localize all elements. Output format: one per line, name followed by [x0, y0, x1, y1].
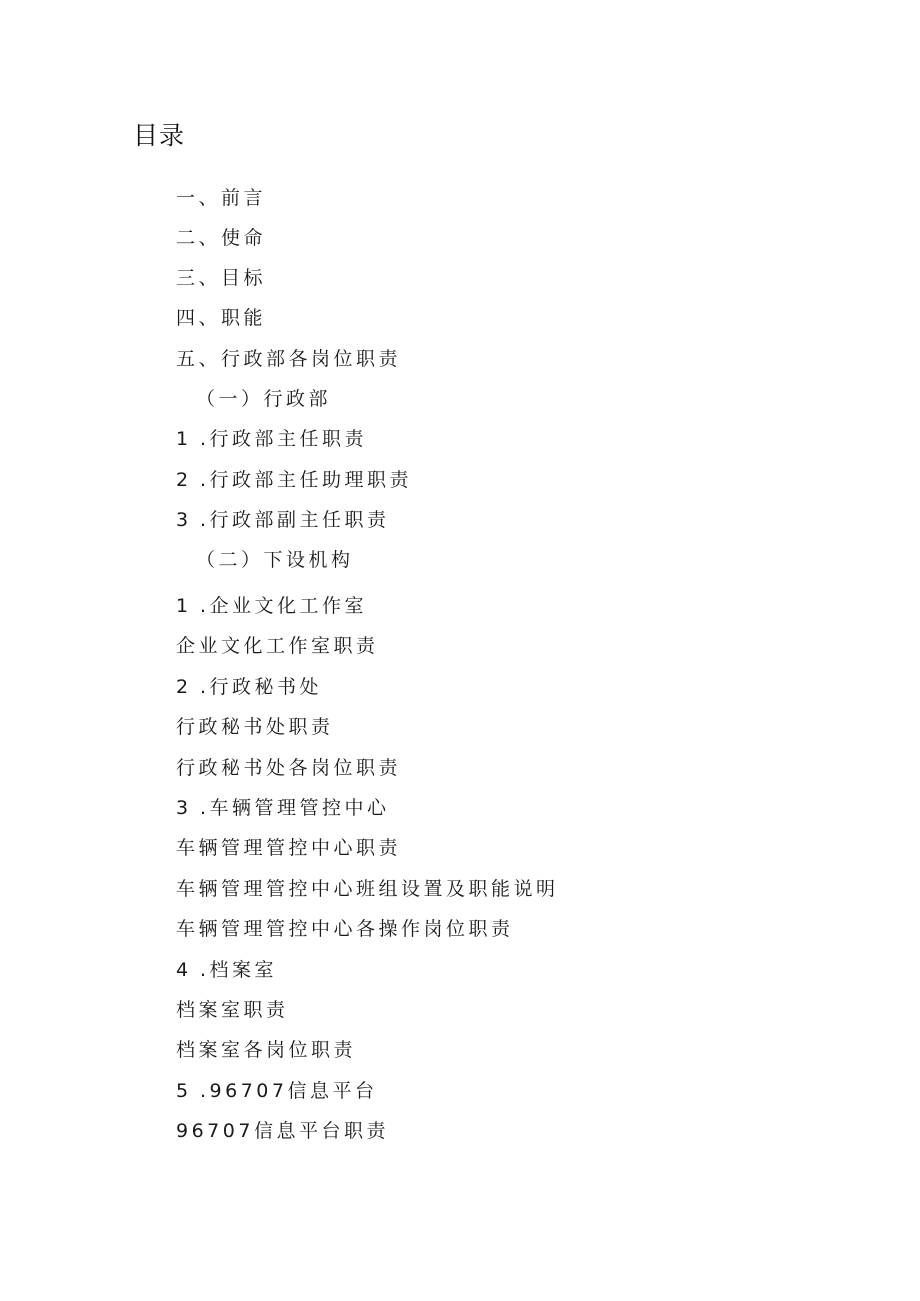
toc-entry-secretariat: 2 .行政秘书处 [176, 673, 322, 701]
toc-entry-preface: 一、前言 [176, 187, 267, 209]
entry-number: 5 [176, 1080, 189, 1102]
toc-entry-archives-positions: 档案室各岗位职责 [176, 1039, 357, 1061]
entry-number: 1 [176, 428, 189, 450]
toc-title: 目录 [133, 121, 186, 150]
toc-entry-secretariat-positions: 行政秘书处各岗位职责 [176, 757, 402, 779]
toc-entry-vehicle-center-duties: 车辆管理管控中心职责 [176, 837, 402, 859]
toc-entry-goals: 三、目标 [176, 267, 267, 289]
entry-number: 1 [176, 595, 189, 617]
toc-entry-vehicle-center: 3 .车辆管理管控中心 [176, 794, 390, 822]
toc-entry-culture-studio-duties: 企业文化工作室职责 [176, 635, 379, 657]
toc-entry-mission: 二、使命 [176, 227, 267, 249]
toc-entry-functions: 四、职能 [176, 307, 267, 329]
toc-entry-archives: 4 .档案室 [176, 956, 277, 984]
toc-entry-vehicle-center-teams: 车辆管理管控中心班组设置及职能说明 [176, 878, 559, 900]
entry-number: 3 [176, 797, 189, 819]
entry-number: 3 [176, 509, 189, 531]
toc-entry-culture-studio: 1 .企业文化工作室 [176, 592, 367, 620]
toc-entry-vehicle-center-positions: 车辆管理管控中心各操作岗位职责 [176, 918, 514, 940]
toc-entry-archives-duties: 档案室职责 [176, 999, 289, 1021]
entry-number: 2 [176, 676, 189, 698]
toc-entry-info-platform: 5 .96707信息平台 [176, 1077, 377, 1105]
toc-entry-director: 1 .行政部主任职责 [176, 425, 367, 453]
toc-entry-admin-dept: （一）行政部 [196, 388, 332, 410]
toc-entry-info-platform-duties: 96707信息平台职责 [176, 1120, 389, 1142]
toc-entry-secretariat-duties: 行政秘书处职责 [176, 716, 334, 738]
entry-number: 2 [176, 469, 189, 491]
toc-entry-duties: 五、行政部各岗位职责 [176, 348, 402, 370]
toc-entry-sub-units: （二）下设机构 [196, 549, 354, 571]
toc-entry-deputy-director: 3 .行政部副主任职责 [176, 506, 390, 534]
entry-number: 4 [176, 959, 189, 981]
toc-entry-director-assistant: 2 .行政部主任助理职责 [176, 466, 412, 494]
